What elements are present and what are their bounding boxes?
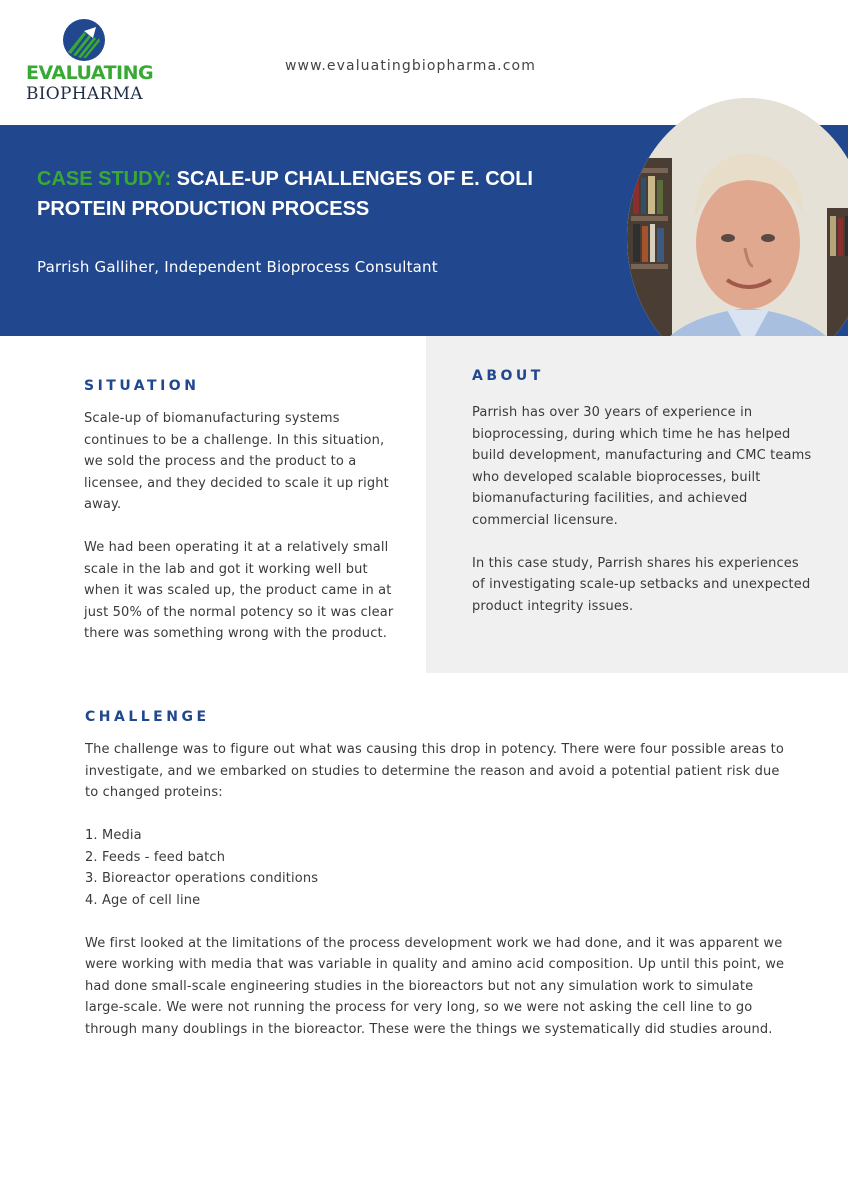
situation-text: [84, 408, 396, 645]
author-byline: Parrish Galliher, Independent Bioprocess Consultant: [37, 258, 438, 276]
title-prefix: CASE STUDY:: [37, 168, 172, 190]
list-item: 2. Feeds - feed batch: [85, 849, 226, 865]
website-url[interactable]: www.evaluatingbiopharma.com: [285, 58, 536, 74]
evaluating-biopharma-logo: [22, 18, 154, 108]
about-heading: ABOUT: [472, 368, 544, 384]
challenge-conclusion: We first looked at the limitations of the process development work we had done, and it was apparent we were working with media that was variable in quality and amino acid composition. Up until this point, we had done small-scale engineering studies in the bioreactors but not any simulation work to simulate large-scale. We were not running the process for very long, so we were not asking the cell line to go through many doublings in the bioreactor. These were the things we systematically did studies around.: [85, 935, 785, 1037]
challenge-list: [85, 825, 785, 911]
about-paragraph-2: In this case study, Parrish shares his experiences of investigating scale-up setbacks and unexpected product integrity issues.: [472, 555, 811, 614]
logo-globe-icon: [62, 18, 106, 62]
challenge-text: [85, 739, 785, 1040]
title-line-1: SCALE-UP CHALLENGES OF E. COLI: [171, 168, 533, 190]
logo-word-biopharma: BIOPHARMA: [26, 84, 143, 104]
page-title: [37, 164, 577, 224]
about-paragraph-1: Parrish has over 30 years of experience in bioprocessing, during which time he has helped build development, manufacturing and CMC teams who developed scalable bioprocesses, built biomanufacturing facilities, and achieved commercial licensure.: [472, 405, 812, 528]
logo-word-evaluating: EVALUATING: [26, 62, 154, 84]
challenge-intro: The challenge was to figure out what was causing this drop in potency. There were four possible areas to investigate, and we embarked on studies to determine the reason and avoid a potential patient risk due to changed proteins:: [85, 742, 785, 800]
situation-paragraph-1: Scale-up of biomanufacturing systems continues to be a challenge. In this situation, we sold the process and the product to a licensee, and they decided to scale it up right away.: [84, 411, 389, 512]
list-item: 3. Bioreactor operations conditions: [85, 871, 319, 886]
situation-paragraph-2: We had been operating it at a relatively small scale in the lab and got it working well but when it was scaled up, the product came in at just 50% of the normal potency so it was clear there was something wrong with the product.: [84, 540, 394, 641]
challenge-heading: CHALLENGE: [85, 709, 210, 725]
list-item: 1. Media: [85, 828, 142, 843]
situation-heading: SITUATION: [84, 378, 200, 394]
title-line-2: PROTEIN PRODUCTION PROCESS: [37, 198, 370, 220]
list-item: 4. Age of cell line: [85, 892, 201, 908]
about-text: [472, 402, 812, 617]
